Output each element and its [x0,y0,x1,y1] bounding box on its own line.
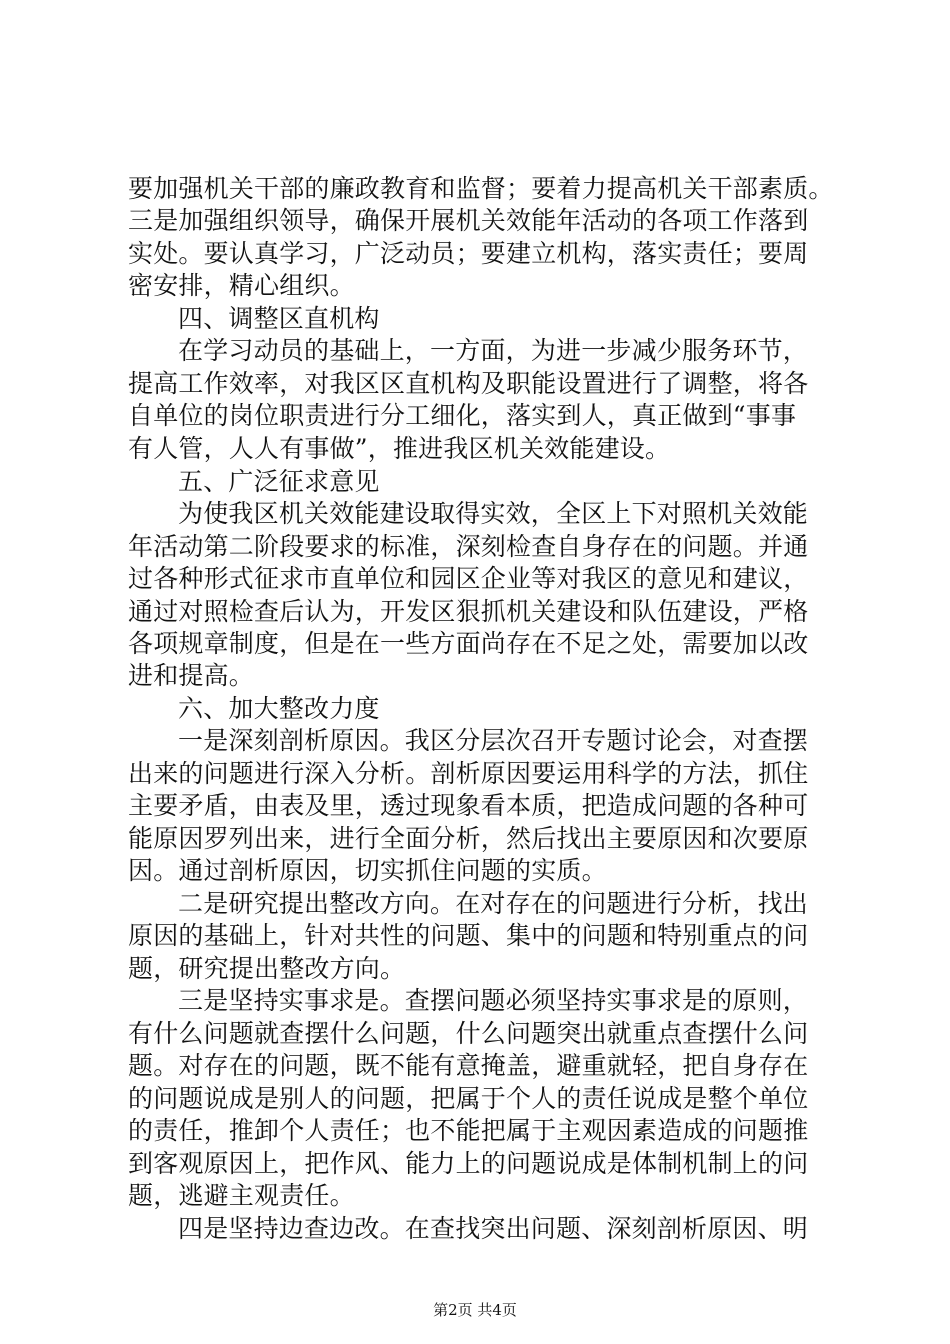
text-line: 题，研究提出整改方向。 [128,954,406,983]
text-line: 三是加强组织领导，确保开展机关效能年活动的各项工作落到 [128,206,809,235]
text-line: 到客观原因上，把作风、能力上的问题说成是体制机制上的问 [128,1149,809,1178]
section-heading: 四、调整区直机构 [178,304,380,333]
text-line: 过各种形式征求市直单位和园区企业等对我区的意见和建议， [128,564,809,593]
text-line: 的问题说成是别人的问题，把属于个人的责任说成是整个单位 [128,1084,809,1113]
section-heading: 六、加大整改力度 [178,694,380,723]
text-line: 有人管，人人有事做”，推进我区机关效能建设。 [128,434,671,463]
text-line: 主要矛盾，由表及里，透过现象看本质，把造成问题的各种可 [128,791,809,820]
text-line: 一是深刻剖析原因。我区分层次召开专题讨论会，对查摆 [178,726,809,755]
text-line: 进和提高。 [128,661,255,690]
text-line: 在学习动员的基础上，一方面，为进一步减少服务环节， [178,336,809,365]
text-line: 密安排，精心组织。 [128,271,355,300]
text-line: 题。对存在的问题，既不能有意掩盖，避重就轻，把自身存在 [128,1051,809,1080]
text-line: 题，逃避主观责任。 [128,1181,355,1210]
text-line: 二是研究提出整改方向。在对存在的问题进行分析，找出 [178,889,809,918]
text-line: 年活动第二阶段要求的标准，深刻检查自身存在的问题。并通 [128,532,809,561]
text-line: 有什么问题就查摆什么问题，什么问题突出就重点查摆什么问 [128,1019,809,1048]
page-number-footer: 第2页 共4页 [433,1301,517,1319]
text-line: 自单位的岗位职责进行分工细化，落实到人，真正做到“事事 [128,401,797,430]
text-line: 出来的问题进行深入分析。剖析原因要运用科学的方法，抓住 [128,759,809,788]
text-line: 能原因罗列出来，进行全面分析，然后找出主要原因和次要原 [128,824,809,853]
section-heading: 五、广泛征求意见 [178,467,380,496]
text-line: 因。通过剖析原因，切实抓住问题的实质。 [128,856,607,885]
text-line: 通过对照检查后认为，开发区狠抓机关建设和队伍建设，严格 [128,597,809,626]
text-line: 各项规章制度，但是在一些方面尚存在不足之处，需要加以改 [128,629,809,658]
text-line: 的责任，推卸个人责任；也不能把属于主观因素造成的问题推 [128,1116,809,1145]
text-line: 三是坚持实事求是。查摆问题必须坚持实事求是的原则， [178,986,809,1015]
text-line: 要加强机关干部的廉政教育和监督；要着力提高机关干部素质。 [128,174,834,203]
text-line: 实处。要认真学习，广泛动员；要建立机构，落实责任；要周 [128,239,809,268]
text-line: 原因的基础上，针对共性的问题、集中的问题和特别重点的问 [128,921,809,950]
text-line: 为使我区机关效能建设取得实效，全区上下对照机关效能 [178,499,809,528]
text-line: 四是坚持边查边改。在查找突出问题、深刻剖析原因、明 [178,1214,809,1243]
text-line: 提高工作效率，对我区区直机构及职能设置进行了调整，将各 [128,369,809,398]
